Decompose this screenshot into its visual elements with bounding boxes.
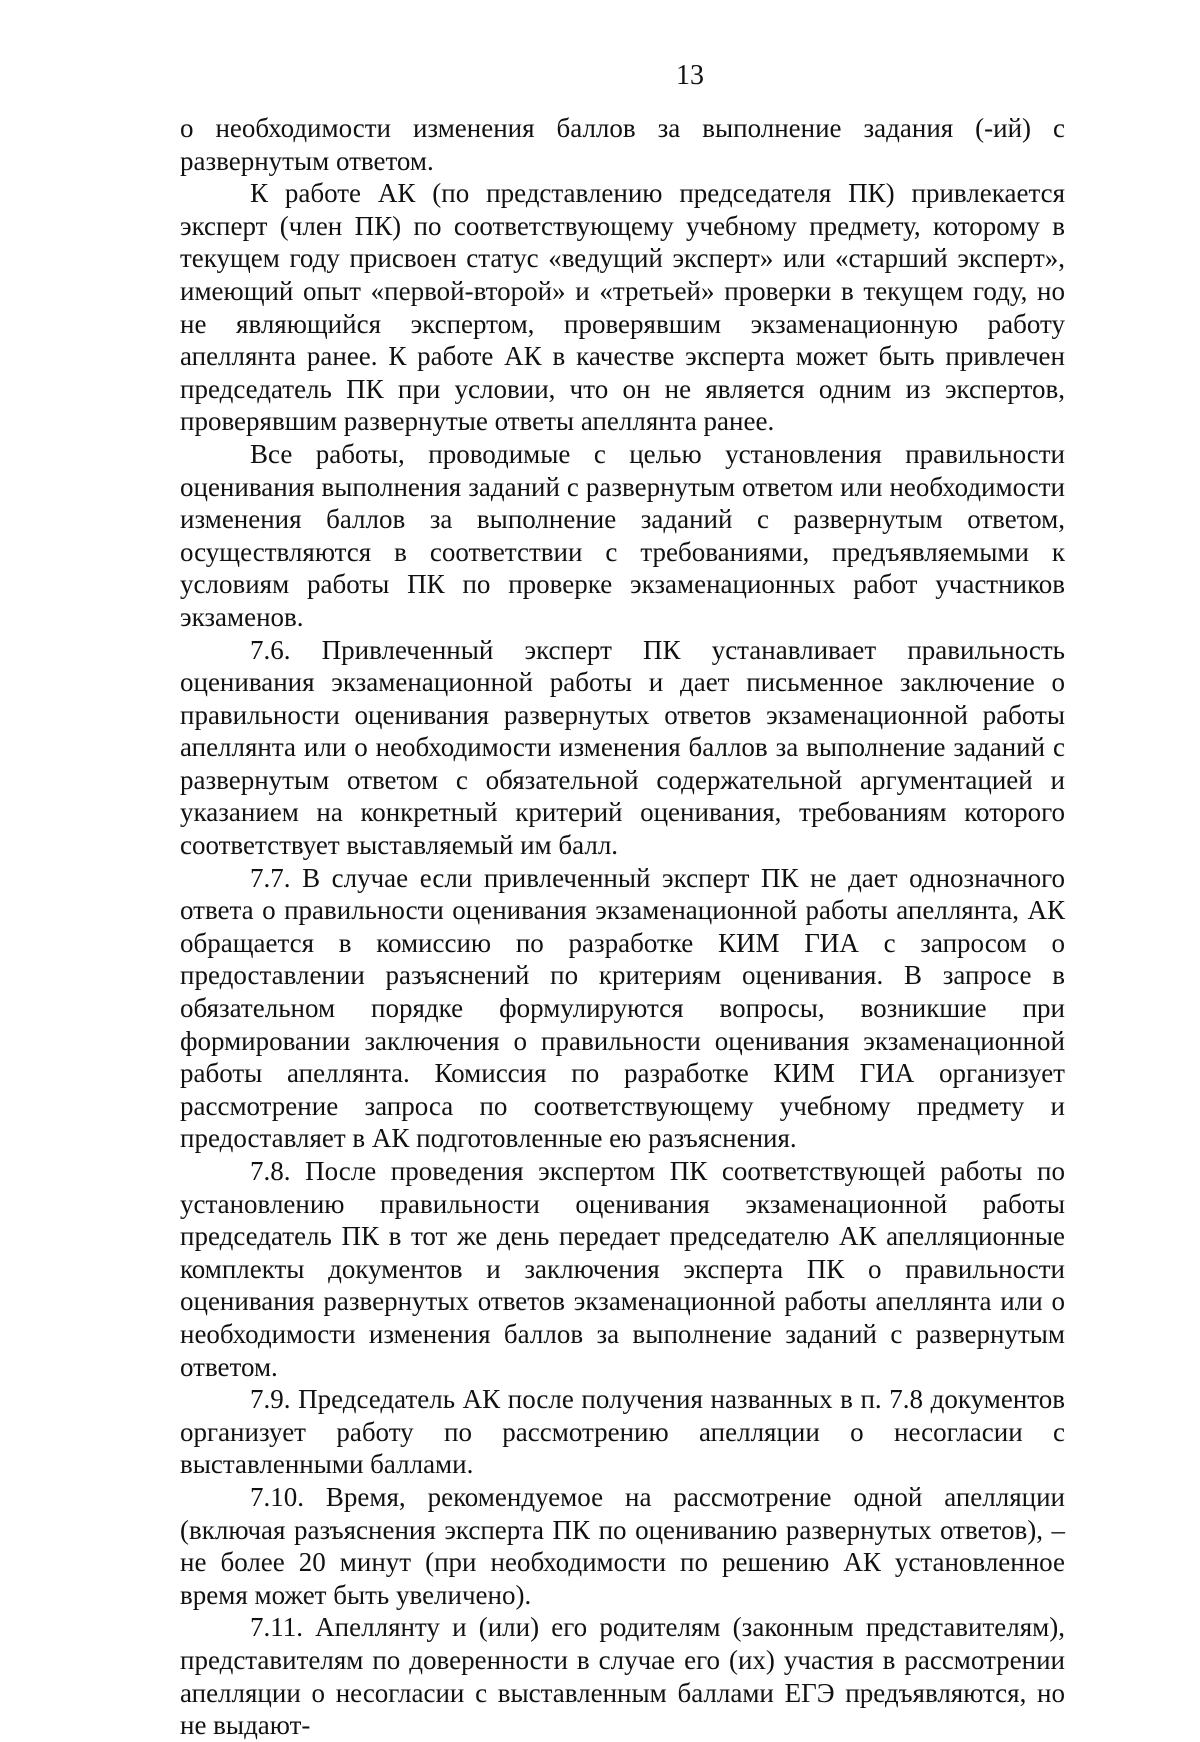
paragraph-7-6: 7.6. Привлеченный эксперт ПК устанавливает правильность оценивания экзаменационной работы и дает письменное заключение о правильности оценивания развернутых ответов экзаменационной работы апеллянта или о необходимости изменения баллов за выполнение заданий с развернутым ответом с обязательной содержательной аргументацией и указанием на конкретный критерий оценивания, требованиям которого соответствует выставляемый им балл. xyxy=(180,634,1065,861)
paragraph-7-8: 7.8. После проведения экспертом ПК соответствующей работы по установлению правильности оценивания экзаменационной работы председатель ПК в тот же день передает председателю АК апелляционные комплекты документов и заключения эксперта ПК о правильности оценивания развернутых ответов экзаменационной работы апеллянта или о необходимости изменения баллов за выполнение заданий с развернутым ответом. xyxy=(180,1156,1065,1382)
page-number: 13 xyxy=(676,60,704,91)
paragraph-expert-involvement: К работе АК (по представлению председателя ПК) привлекается эксперт (член ПК) по соответствующему учебному предмету, которому в текущем году присвоен статус «ведущий эксперт» или «старший эксперт», имеющий опыт «первой-второй» и «третьей» проверки в текущем году, но не являющийся экспертом, проверявшим экзаменационную работу апеллянта ранее. К работе АК в качестве эксперта может быть привлечен председатель ПК при условии, что он не является одним из экспертов, проверявшим развернутые ответы апеллянта ранее. xyxy=(180,178,1065,437)
paragraph-7-11: 7.11. Апеллянту и (или) его родителям (законным представителям), представителям по доверенности в случае его (их) участия в рассмотрении апелляции о несогласии с выставленным баллами ЕГЭ предъявляются, но не выдают- xyxy=(180,1612,1065,1741)
paragraph-work-requirements: Все работы, проводимые с целью установления правильности оценивания выполнения заданий с развернутым ответом или необходимости изменения баллов за выполнение заданий с развернутым ответом, осуществляются в соответствии с требованиями, предъявляемыми к условиям работы ПК по проверке экзаменационных работ участников экзаменов. xyxy=(180,438,1065,632)
paragraph-7-10: 7.10. Время, рекомендуемое на рассмотрение одной апелляции (включая разъяснения эксперта ПК по оцениванию развернутых ответов), – не более 20 минут (при необходимости по решению АК установленное время может быть увеличено). xyxy=(180,1481,1065,1610)
paragraph-7-9: 7.9. Председатель АК после получения названных в п. 7.8 документов организует работу по рассмотрению апелляции о несогласии с выставленными баллами. xyxy=(180,1384,1065,1480)
paragraph-7-7: 7.7. В случае если привлеченный эксперт ПК не дает однозначного ответа о правильности оценивания экзаменационной работы апеллянта, АК обращается в комиссию по разработке КИМ ГИА с запросом о предоставлении разъяснений по критериям оценивания. В запросе в обязательном порядке формулируются вопросы, возникшие при формировании заключения о правильности оценивания экзаменационной работы апеллянта. Комиссия по разработке КИМ ГИА организует рассмотрение запроса по соответствующему учебному предмету и предоставляет в АК подготовленные ею разъяснения. xyxy=(180,862,1065,1154)
document-body xyxy=(180,112,1065,1742)
paragraph-continuation: о необходимости изменения баллов за выполнение задания (-ий) с развернутым ответом. xyxy=(180,113,1065,176)
